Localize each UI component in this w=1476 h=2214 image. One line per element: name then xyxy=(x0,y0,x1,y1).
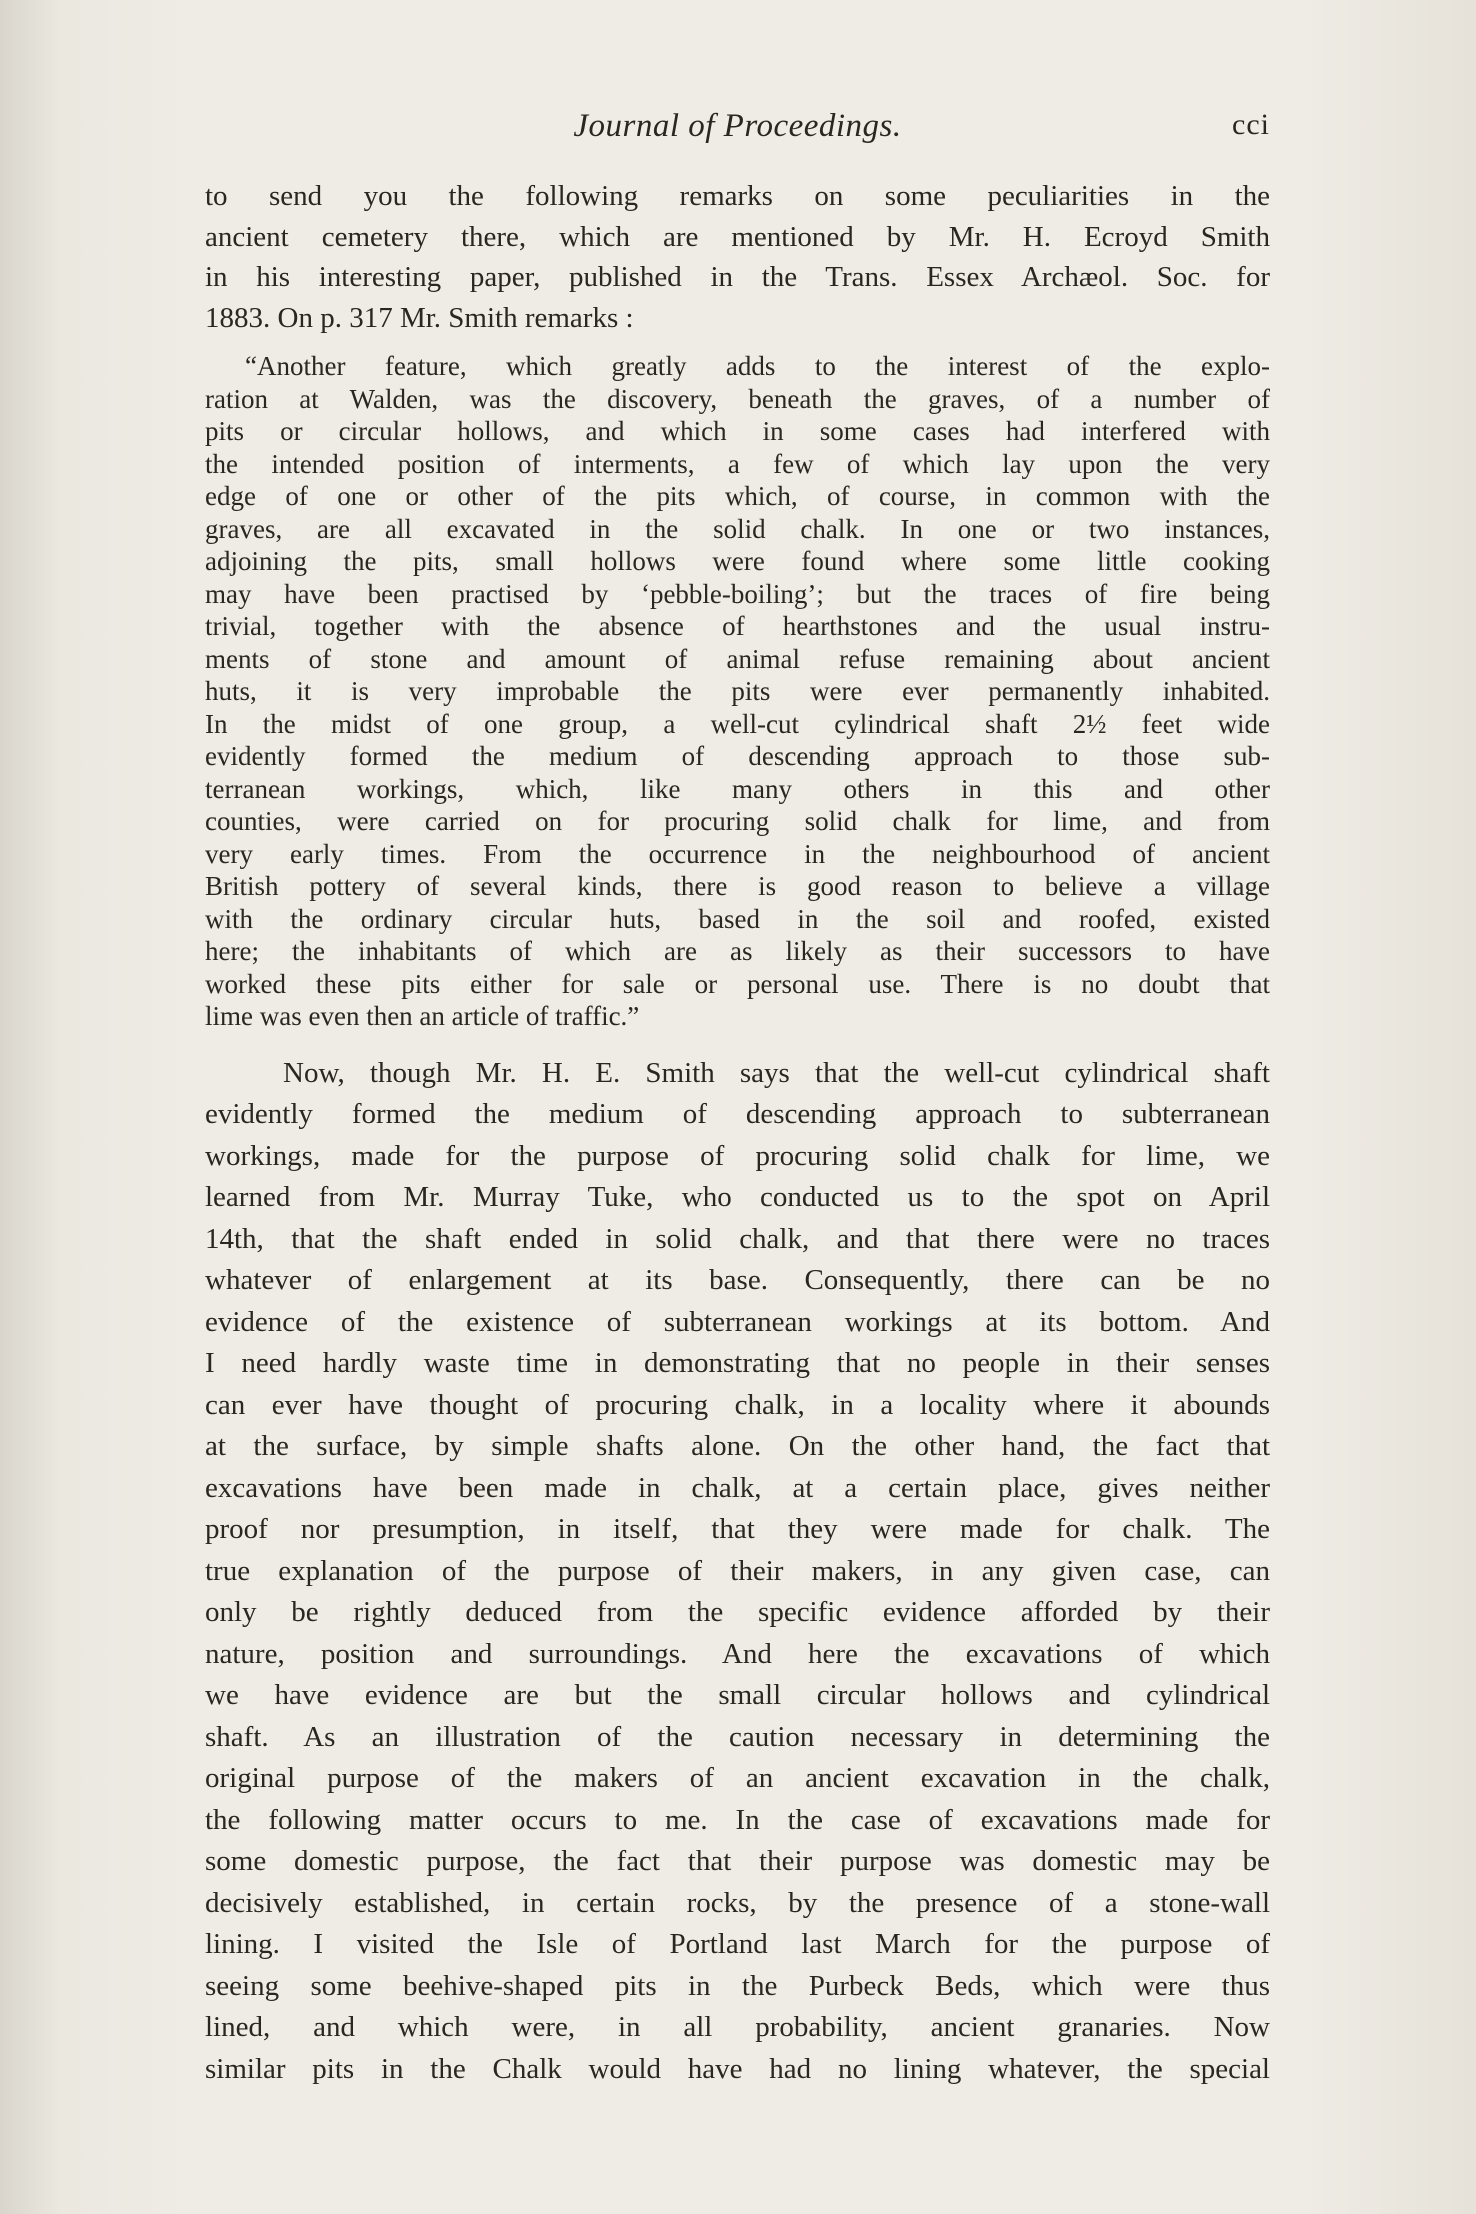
text-line: nature, position and surroundings. And here the excavations of which xyxy=(205,1637,1270,1670)
text-line: proof nor presumption, in itself, that they were made for chalk. The xyxy=(205,1513,1270,1545)
text-line: Now, though Mr. H. E. Smith says that the well-cut cylindrical shaft xyxy=(283,1056,1270,1089)
body-paragraph xyxy=(205,1053,1270,2091)
text-line: excavations have been made in chalk, at a certain place, gives neither xyxy=(205,1471,1270,1504)
text-line: lined, and which were, in all probability, ancient granaries. Now xyxy=(205,2011,1270,2043)
text-line: evidently formed the medium of descending approach to subterranean xyxy=(205,1098,1270,1130)
page-content xyxy=(205,176,1270,2090)
quote-line: here; the inhabitants of which are as likely as their successors to have xyxy=(205,936,1270,966)
text-line: at the surface, by simple shafts alone. On the other hand, the fact that xyxy=(205,1430,1270,1462)
quote-line: huts, it is very improbable the pits were ever permanently inhabited. xyxy=(205,676,1270,706)
text-line: lining. I visited the Isle of Portland last March for the purpose of xyxy=(205,1928,1270,1960)
text-line: similar pits in the Chalk would have had no lining whatever, the special xyxy=(205,2052,1270,2085)
text-line: original purpose of the makers of an ancient excavation in the chalk, xyxy=(205,1762,1270,1794)
text-line: learned from Mr. Murray Tuke, who conducted us to the spot on April xyxy=(205,1181,1270,1213)
text-line: to send you the following remarks on some peculiarities in the xyxy=(205,180,1270,212)
quote-line: adjoining the pits, small hollows were found where some little cooking xyxy=(205,546,1270,576)
text-line: evidence of the existence of subterranean workings at its bottom. And xyxy=(205,1305,1270,1338)
quote-line: “Another feature, which greatly adds to the interest of the explo- xyxy=(245,351,1270,381)
intro-paragraph xyxy=(205,176,1270,338)
block-quote xyxy=(205,350,1270,1033)
text-line: I need hardly waste time in demonstrating that no people in their senses xyxy=(205,1347,1270,1379)
text-line: ancient cemetery there, which are mentioned by Mr. H. Ecroyd Smith xyxy=(205,220,1270,253)
running-title: Journal of Proceedings. xyxy=(573,108,902,144)
text-line: whatever of enlargement at its base. Consequently, there can be no xyxy=(205,1264,1270,1296)
text-line: in his interesting paper, published in the Trans. Essex Archæol. Soc. for xyxy=(205,261,1270,293)
text-line: the following matter occurs to me. In the case of excavations made for xyxy=(205,1803,1270,1836)
quote-line: evidently formed the medium of descending approach to those sub- xyxy=(205,741,1270,771)
quote-line: trivial, together with the absence of hearthstones and the usual instru- xyxy=(205,611,1270,641)
page-header xyxy=(205,108,1270,152)
text-line: 14th, that the shaft ended in solid chalk, and that there were no traces xyxy=(205,1222,1270,1255)
quote-line: very early times. From the occurrence in the neighbourhood of ancient xyxy=(205,838,1270,869)
quote-line: the intended position of interments, a few of which lay upon the very xyxy=(205,448,1270,479)
quote-line: ments of stone and amount of animal refuse remaining about ancient xyxy=(205,643,1270,674)
quote-line: In the midst of one group, a well-cut cylindrical shaft 2½ feet wide xyxy=(205,708,1270,739)
text-line: some domestic purpose, the fact that their purpose was domestic may be xyxy=(205,1845,1270,1877)
quote-line: worked these pits either for sale or personal use. There is no doubt that xyxy=(205,968,1270,999)
quote-line: terranean workings, which, like many others in this and other xyxy=(205,773,1270,804)
page-number: cci xyxy=(1232,108,1270,141)
text-line: can ever have thought of procuring chalk, in a locality where it abounds xyxy=(205,1388,1270,1421)
text-line: seeing some beehive-shaped pits in the Purbeck Beds, which were thus xyxy=(205,1969,1270,2002)
quote-line: ration at Walden, was the discovery, beneath the graves, of a number of xyxy=(205,383,1270,414)
quote-line: lime was even then an article of traffic.” xyxy=(205,1001,640,1031)
text-line: workings, made for the purpose of procuring solid chalk for lime, we xyxy=(205,1139,1270,1172)
text-line: shaft. As an illustration of the caution necessary in determining the xyxy=(205,1720,1270,1753)
quote-line: pits or circular hollows, and which in some cases had interfered with xyxy=(205,416,1270,446)
text-line: we have evidence are but the small circular hollows and cylindrical xyxy=(205,1679,1270,1711)
quote-line: edge of one or other of the pits which, of course, in common with the xyxy=(205,481,1270,511)
quote-line: with the ordinary circular huts, based in the soil and roofed, existed xyxy=(205,903,1270,934)
quote-line: may have been practised by ‘pebble-boiling’; but the traces of fire being xyxy=(205,578,1270,609)
quote-line: graves, are all excavated in the solid chalk. In one or two instances, xyxy=(205,513,1270,544)
text-line: only be rightly deduced from the specific evidence afforded by their xyxy=(205,1596,1270,1628)
quote-line: British pottery of several kinds, there is good reason to believe a village xyxy=(205,871,1270,901)
quote-line: counties, were carried on for procuring solid chalk for lime, and from xyxy=(205,806,1270,836)
text-line: 1883. On p. 317 Mr. Smith remarks : xyxy=(205,301,634,334)
text-line: true explanation of the purpose of their makers, in any given case, can xyxy=(205,1554,1270,1587)
text-line: decisively established, in certain rocks, by the presence of a stone-wall xyxy=(205,1886,1270,1919)
